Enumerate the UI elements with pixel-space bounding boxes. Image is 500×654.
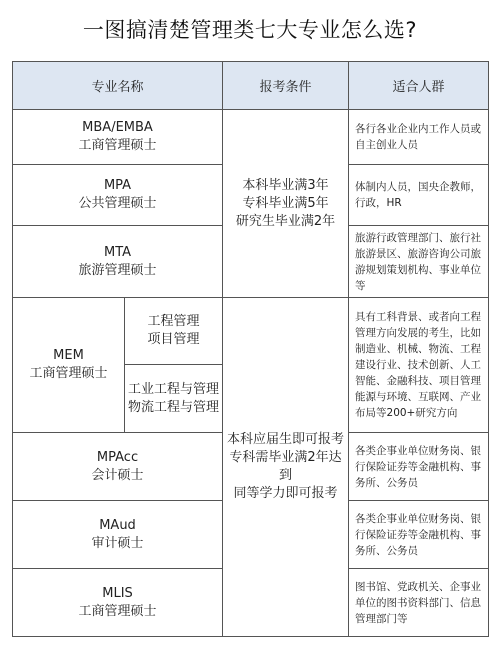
table-row [13,110,489,165]
majors-table [12,61,489,637]
major-name: 会计硕士 [91,467,144,483]
condition-line: 本科应届生即可报考 [227,432,345,447]
mem-sub-cell-1 [125,298,223,365]
crowd-cell-mlis: 图书馆、党政机关、企事业单位的图书资料部门、信息管理部门等 [349,569,489,637]
crowd-cell-mpacc: 各类企事业单位财务岗、银行保险证券等金融机构、事务所、公务员 [349,433,489,501]
major-cell-mba [13,110,223,165]
sub-direction: 工业工程与管理 [128,381,220,397]
condition-cell-group2 [223,298,349,637]
condition-line: 研究生毕业满2年 [235,213,336,229]
major-cell-mlis [13,569,223,637]
major-name: 公共管理硕士 [78,196,157,211]
major-cell-mem [13,298,125,433]
page-title: 一图搞清楚管理类七大专业怎么选? [82,18,418,42]
crowd-cell-mta: 旅游行政管理部门、旅行社旅游景区、旅游咨询公司旅游规划策划机构、事业单位等 [349,226,489,298]
major-code: MBA/EMBA [82,120,153,135]
major-code: MPAcc [96,449,139,465]
condition-line: 专科需毕业满2年达到 [229,450,342,483]
table-row [13,298,489,365]
major-code: MAud [99,517,136,533]
sub-direction: 工程管理 [147,314,200,329]
major-name: 工商管理硕士 [78,138,157,153]
header-row [13,62,489,110]
major-cell-mpacc [13,433,223,501]
major-cell-maud [13,501,223,569]
major-code: MEM [53,348,84,363]
sub-direction: 项目管理 [147,332,200,347]
major-cell-mpa [13,165,223,226]
major-code: MTA [103,244,132,260]
condition-line: 专科毕业满5年 [242,195,329,211]
condition-line: 本科毕业满3年 [242,177,329,193]
major-name: 审计硕士 [91,535,144,551]
sub-direction: 物流工程与管理 [128,399,220,415]
header-condition: 报考条件 [223,62,349,110]
major-name: 旅游管理硕士 [78,262,157,278]
mem-sub-cell-2 [125,365,223,433]
crowd-cell-maud: 各类企事业单位财务岗、银行保险证券等金融机构、事务所、公务员 [349,501,489,569]
crowd-cell-mba: 各行各业企业内工作人员或自主创业人员 [349,110,489,165]
major-code: MLIS [102,585,133,601]
major-cell-mta [13,226,223,298]
crowd-cell-mpa: 体制内人员，国央企教师，行政，HR [349,165,489,226]
condition-cell-group1 [223,110,349,298]
condition-line: 同等学力即可报考 [233,486,338,501]
header-crowd: 适合人群 [349,62,489,110]
major-name: 工商管理硕士 [29,366,108,381]
crowd-cell-mem: 具有工科背景、或者向工程管理方向发展的考生，比如制造业、机械、物流、工程建设行业、技术创新、人工智能、金融科技、项目管理能源与环境、互联网、产业布局等200+研究方向 [349,298,489,433]
header-major: 专业名称 [13,62,223,110]
major-code: MPA [103,178,132,193]
major-name: 工商管理硕士 [78,603,157,619]
